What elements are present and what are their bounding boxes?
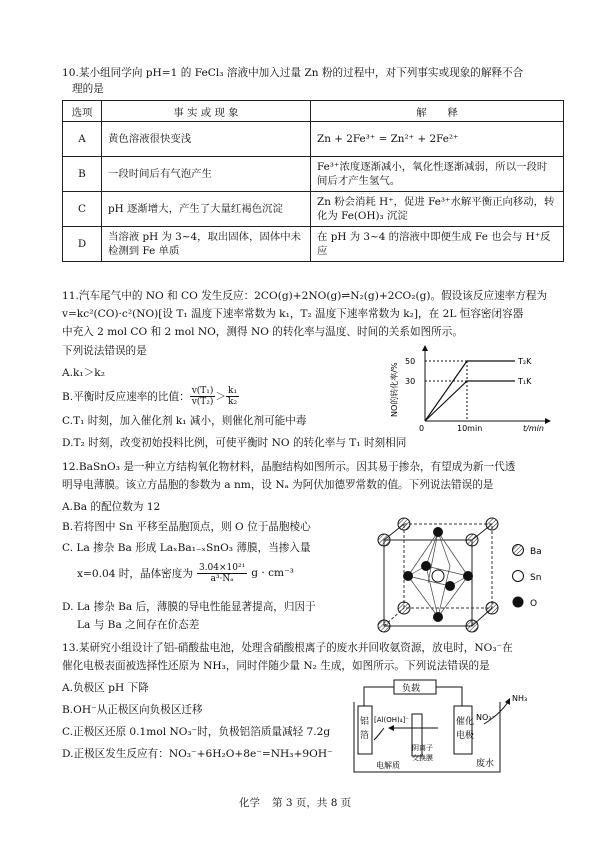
legend-o-symbol: [513, 597, 524, 608]
explanation-cell: 在 pH 为 3~4 的溶液中即便生成 Fe 也会与 H⁺反应: [311, 227, 564, 262]
q13-option-a: A.负极区 pH 下降: [62, 682, 149, 694]
fraction-numerator: k₁: [228, 385, 238, 396]
x-axis-label: t/min: [523, 424, 544, 433]
membrane-label-2: 交换膜: [412, 754, 433, 762]
q11-option-d: D.T₂ 时刻，改变初始投料比例，可使平衡时 NO 的转化率与 T₁ 时刻相同: [62, 437, 407, 449]
load-label: 负载: [402, 684, 421, 694]
fraction-numerator: v(T₁): [191, 385, 214, 396]
q10-stem-line1: 10.某小组同学向 pH=1 的 FeCl₃ 溶液中加入过量 Zn 粉的过程中，对下列事实或现象的解释不合: [62, 67, 524, 79]
table-row: [63, 122, 564, 157]
q12-c-text: x=0.04 时，晶体密度为: [77, 567, 193, 580]
q11-b-fraction-v: [190, 386, 216, 407]
legend-ba-label: Ba: [530, 547, 542, 557]
x-tick-10min: 10min: [457, 424, 483, 433]
y-axis-arrow: [422, 345, 428, 351]
q12-option-c-line2: [77, 558, 294, 588]
x-axis-arrow: [545, 418, 551, 424]
q11-b-fraction-k: [226, 386, 239, 407]
no3-label: NO₃⁻: [476, 713, 496, 722]
origin-label: 0: [419, 424, 425, 433]
table-row: [63, 192, 564, 227]
q11-stem-line2: v=kc²(CO)·c²(NO)[设 T₁ 温度下速率常数为 k₁，T₂ 温度下速率常数为 k₂]，在 2L 恒容密闭容器: [62, 308, 524, 320]
fraction-denominator: v(T₂): [191, 396, 214, 407]
q13-stem-line1: 13.某研究小组设计了铝-硝酸盐电池，处理含硝酸根离子的废水并回收氨资源，放电时，NO₃⁻在: [62, 642, 513, 654]
q11-option-b: [62, 383, 239, 409]
explanation-cell: Fe³⁺浓度逐渐减小，氧化性逐渐减弱，所以一段时间后才产生氢气。: [311, 157, 564, 192]
table-header-option: 选项: [63, 101, 102, 122]
cat-label-1: 催化: [456, 717, 475, 727]
fraction-denominator: k₂: [228, 396, 238, 407]
q12-stem-line1: 12.BaSnO₃ 是一种立方结构氧化物材料，晶胞结构如图所示。因其易于掺杂，有望成为新一代透: [62, 461, 516, 473]
fact-cell: 一段时间后有气泡产生: [102, 157, 311, 192]
q12-density-fraction: [197, 563, 247, 584]
q11-stem-line3: 中充入 2 mol CO 和 2 mol NO，测得 NO 的转化率与温度、时间的关系如图所示。: [62, 326, 463, 338]
electrolyte-label: 电解质: [376, 761, 400, 770]
fact-cell: 黄色溶液很快变浅: [102, 122, 311, 157]
q12-option-a: A.Ba 的配位数为 12: [62, 501, 161, 513]
legend-sn-label: Sn: [530, 573, 542, 583]
q11-option-c: C.T₁ 时刻，加入催化剂 k₁ 减小，则催化剂可能中毒: [62, 415, 307, 427]
q12-unit-cell-diagram: [370, 514, 570, 634]
nh3-arrowhead: [505, 698, 510, 705]
series-label-t1: T₁K: [518, 377, 532, 386]
table-row: [63, 157, 564, 192]
y-tick-50: 50: [405, 357, 416, 366]
catalytic-electrode: [454, 706, 475, 754]
q11-b-relation: ＞: [215, 390, 226, 403]
option-label: A: [63, 122, 102, 157]
al-label-2: 箔: [360, 731, 370, 741]
footer-page-number: 第 3 页，共 8 页: [272, 797, 352, 809]
q12-option-c-line1: C. La 掺杂 Ba 形成 LaₓBa₁₋ₓSnO₃ 薄膜，当掺入量: [62, 542, 311, 554]
q13-option-c: C.正极区还原 0.1mol NO₃⁻时，负极铝箔质量减轻 7.2g: [62, 726, 331, 738]
q12-option-d-line1: D. La 掺杂 Ba 后，薄膜的导电性能显著提高，归因于: [62, 601, 316, 613]
q11-conversion-graph: [385, 345, 555, 435]
q13-stem-line2: 催化电极表面被选择性还原为 NH₃，同时伴随少量 N₂ 生成，如图所示。下列说法错误的是: [62, 660, 490, 672]
fact-cell: 当溶液 pH 为 3~4，取出固体，固体中未检测到 Fe 单质: [102, 227, 311, 262]
sn-atom: [432, 570, 444, 582]
q11-option-a: A.k₁＞k₂: [62, 367, 105, 379]
aloh4-label: [Al(OH)₄]⁻: [374, 716, 409, 724]
q12-option-b: B.若将图中 Sn 平移至晶胞顶点，则 O 位于晶胞棱心: [62, 521, 311, 533]
q11-stem-line1: 11.汽车尾气中的 NO 和 CO 发生反应：2CO(g)+2NO(g)⇌N₂(g)+2CO₂(g)。假设该反应速率方程为: [62, 290, 548, 302]
aloh4-arrow: [374, 728, 384, 740]
series-label-t2: T₂K: [518, 357, 532, 366]
q12-stem-line2: 明导电薄膜。该立方晶胞的参数为 a nm，设 Nₐ 为阿伏加德罗常数的值。下列说法错误的是: [62, 479, 494, 491]
table-header-fact: 事 实 或 现 象: [102, 101, 311, 122]
option-label: B: [63, 157, 102, 192]
curve-t2: [425, 361, 515, 421]
wastewater-label: 废水: [476, 759, 495, 769]
aluminum-foil-electrode: [358, 706, 372, 754]
table-header-row: [63, 101, 564, 122]
q10-stem-line2: 理的是: [72, 83, 104, 95]
table-row: [63, 227, 564, 262]
al-label-1: 铝: [360, 717, 370, 727]
y-tick-30: 30: [405, 377, 416, 386]
explanation-cell: Zn 粉会消耗 H⁺，促进 Fe³⁺水解平衡正向移动，转化为 Fe(OH)₃ 沉淀: [311, 192, 564, 227]
ion-migration-arrowhead: [388, 725, 394, 731]
legend-sn-symbol: [513, 571, 524, 582]
legend-o-label: O: [530, 599, 538, 609]
cat-label-2: 电极: [456, 731, 475, 741]
q11-option-b-text: B.平衡时反应速率的比值：: [62, 390, 190, 403]
q13-battery-diagram: [350, 678, 550, 776]
table-header-explanation: 解 释: [311, 101, 564, 122]
y-axis-label: NO的转化率/%: [390, 362, 399, 417]
footer-subject: 化学: [239, 797, 260, 809]
q11-stem-line4: 下列说法错误的是: [62, 345, 147, 357]
option-label: D: [63, 227, 102, 262]
fraction-denominator: a³·Nₐ: [210, 573, 234, 584]
cube-back-face: [404, 524, 492, 608]
legend-ba-symbol: [513, 545, 524, 556]
q13-option-d: D.正极区发生反应有：NO₃⁻+6H₂O+8e⁻=NH₃+9OH⁻: [62, 748, 333, 760]
fact-cell: pH 逐渐增大，产生了大量红褐色沉淀: [102, 192, 311, 227]
fraction-numerator: 3.04×10²¹: [198, 562, 246, 573]
explanation-cell: Zn + 2Fe³⁺ = Zn²⁺ + 2Fe²⁺: [311, 122, 564, 157]
q12-density-unit: g · cm⁻³: [251, 567, 294, 579]
wire-right: [436, 687, 462, 706]
q13-option-b: B.OH⁻从正极区向负极区迁移: [62, 704, 203, 716]
option-label: C: [63, 192, 102, 227]
wire-left: [364, 687, 394, 706]
nh3-label: NH₃: [512, 694, 528, 703]
membrane-label-1: 阴离子: [412, 744, 433, 752]
q10-table: [62, 100, 564, 262]
q12-option-d-line2: La 与 Ba 之间存在价态差: [77, 619, 200, 631]
